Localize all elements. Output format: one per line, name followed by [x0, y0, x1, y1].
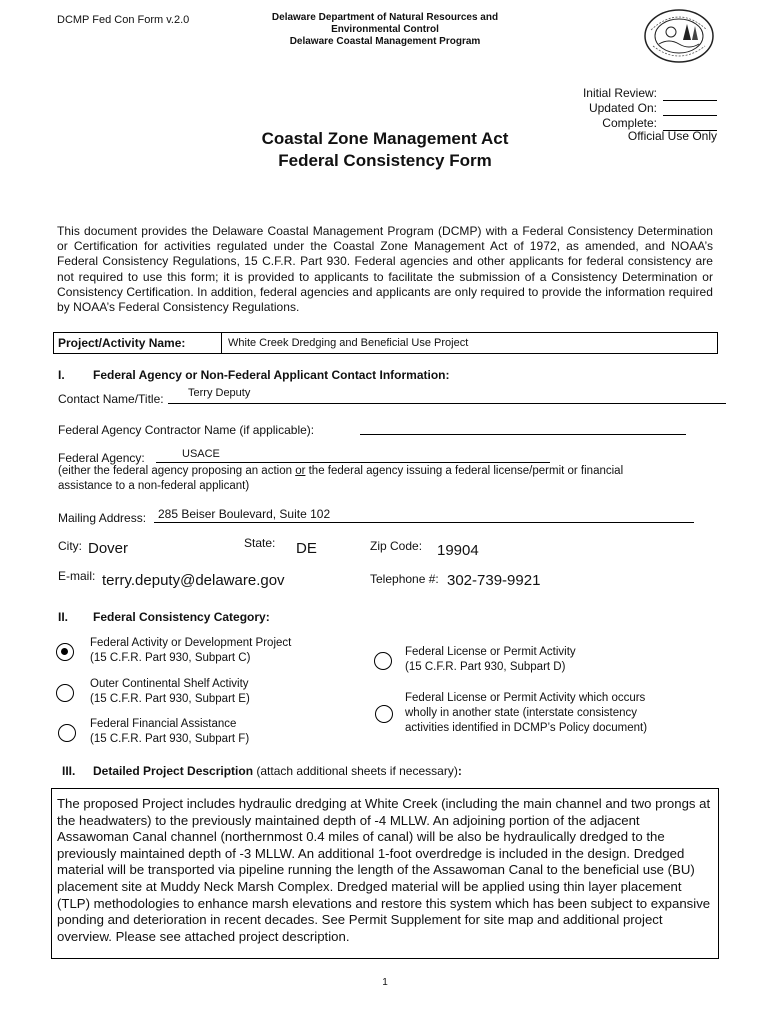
- mailing-address-field[interactable]: 285 Beiser Boulevard, Suite 102: [158, 507, 331, 521]
- intro-paragraph: This document provides the Delaware Coastal Management Program (DCMP) with a Federal Consistency Determination or Certification for activities regulated under the Coastal Zone Management Act of 1972, as amended, and NOAA’s Federal Consistency Regulations, 15 C.F.R. Part 930. Federal agencies and other applicants for federal consistency are not required to use this form; it is provided to applicants to facilitate the submission of a Consistency Determination or Consistency Certification. In addition, federal agencies and applicants are only required to provide the information required by NOAA’s Federal Consistency Regulations.: [57, 224, 713, 315]
- initial-review-line: [663, 88, 717, 101]
- agency-header: [190, 12, 580, 48]
- contractor-field-underline[interactable]: [360, 434, 686, 435]
- section-3-title-colon: :: [457, 764, 462, 778]
- contact-name-underline: [168, 403, 726, 404]
- zip-code-label: Zip Code:: [370, 539, 423, 553]
- section-3-title: [93, 764, 462, 778]
- project-description-field[interactable]: The proposed Project includes hydraulic dredging at White Creek (including the main channel and two prongs at the headwaters) to the previously maintained depth of -4 MLLW. An adjoining portion of the adjacent Assawoman Canal channel (northernmost 0.4 miles of canal) will be also be hydraulically dredged to the previously maintained depth of -3 MLLW. An additional 1-foot overdredge is included in the design. Dredged material will be transported via pipeline running the length of the Assawoman Canal to the beneficial use (BU) placement site at Muddy Neck Marsh Complex. Dredged material will be applied using thin layer placement (TLP) methodologies to enhance marsh elevations and restore this system which has been subject to expansive ponding and deterioration in recent decades. See Permit Supplement for site map and additional project overview. Please see attached project description.: [51, 788, 719, 959]
- section-3-title-rest: (attach additional sheets if necessary): [253, 764, 458, 778]
- option-interstate-line-3: activities identified in DCMP’s Policy document): [405, 722, 648, 734]
- project-name-field[interactable]: White Creek Dredging and Beneficial Use Project: [228, 337, 469, 349]
- agency-line-2: Environmental Control: [331, 24, 439, 35]
- option-federal-activity-line-1: Federal Activity or Development Project: [90, 637, 292, 649]
- option-interstate-line-1: Federal License or Permit Activity which occurs: [405, 692, 646, 704]
- agency-note-part-2: the federal agency issuing a federal license/permit or financial: [305, 465, 624, 477]
- agency-note-part-1: (either the federal agency proposing an action: [58, 465, 296, 477]
- section-3-number: III.: [62, 764, 76, 778]
- updated-on-label: Updated On:: [588, 101, 657, 115]
- form-version: DCMP Fed Con Form v.2.0: [57, 14, 190, 26]
- city-label: City:: [58, 539, 82, 553]
- option-interstate-line-2: wholly in another state (interstate consistency: [405, 707, 638, 719]
- section-2-title: Federal Consistency Category:: [93, 610, 270, 624]
- title-line-2: Federal Consistency Form: [278, 151, 492, 170]
- mailing-address-label: Mailing Address:: [58, 511, 147, 525]
- radio-outer-continental-shelf[interactable]: [56, 684, 74, 702]
- complete-label: Complete:: [602, 116, 657, 130]
- option-ffa-line-1: Federal Financial Assistance: [90, 718, 237, 730]
- federal-agency-note-line-2: assistance to a non-federal applicant): [58, 480, 250, 492]
- mailing-address-underline: [154, 522, 694, 523]
- title-line-1: Coastal Zone Management Act: [261, 129, 509, 148]
- section-3-title-bold: Detailed Project Description: [93, 764, 254, 778]
- option-ocs-line-1: Outer Continental Shelf Activity: [90, 678, 249, 690]
- agency-note-or: or: [295, 465, 306, 477]
- zip-code-field[interactable]: 19904: [437, 542, 479, 559]
- option-federal-activity-line-2: (15 C.F.R. Part 930, Subpart C): [90, 652, 251, 664]
- program-seal-logo: [643, 8, 715, 64]
- email-label: E-mail:: [58, 569, 96, 583]
- option-federal-activity: [90, 636, 291, 666]
- email-field[interactable]: terry.deputy@delaware.gov: [102, 572, 285, 589]
- official-use-label: Official Use Only: [627, 129, 717, 143]
- state-label: State:: [244, 536, 276, 550]
- option-federal-financial-assistance: [90, 717, 249, 747]
- federal-agency-label: Federal Agency:: [58, 451, 145, 465]
- form-title: [200, 128, 570, 172]
- option-outer-continental-shelf: [90, 677, 250, 707]
- option-flp-line-2: (15 C.F.R. Part 930, Subpart D): [405, 661, 566, 673]
- page-number: 1: [382, 977, 388, 988]
- section-1-number: I.: [58, 368, 65, 382]
- project-name-row: [53, 332, 718, 354]
- initial-review-label: Initial Review:: [582, 86, 657, 100]
- option-ocs-line-2: (15 C.F.R. Part 930, Subpart E): [90, 693, 250, 705]
- contractor-label: Federal Agency Contractor Name (if applicable):: [58, 423, 315, 437]
- contact-name-field[interactable]: Terry Deputy: [188, 387, 251, 399]
- radio-federal-license-permit[interactable]: [374, 652, 392, 670]
- federal-agency-note: [58, 465, 623, 477]
- federal-agency-underline: [156, 462, 550, 463]
- agency-line-1: Delaware Department of Natural Resources and: [271, 12, 499, 23]
- option-ffa-line-2: (15 C.F.R. Part 930, Subpart F): [90, 733, 250, 745]
- section-2-number: II.: [58, 610, 69, 624]
- agency-line-3: Delaware Coastal Management Program: [289, 36, 481, 47]
- state-field[interactable]: DE: [296, 540, 317, 557]
- option-federal-license-permit: [405, 645, 576, 675]
- telephone-label: Telephone #:: [370, 572, 439, 586]
- contact-name-label: Contact Name/Title:: [58, 392, 164, 406]
- federal-agency-field[interactable]: USACE: [182, 448, 220, 460]
- updated-on-line: [663, 103, 717, 116]
- option-interstate-license-permit: [405, 691, 647, 736]
- city-field[interactable]: Dover: [88, 540, 129, 557]
- project-name-label: Project/Activity Name:: [54, 333, 222, 353]
- radio-federal-financial-assistance[interactable]: [58, 724, 76, 742]
- radio-federal-activity[interactable]: [56, 643, 74, 661]
- telephone-field[interactable]: 302-739-9921: [447, 572, 541, 589]
- radio-interstate-license-permit[interactable]: [375, 705, 393, 723]
- option-flp-line-1: Federal License or Permit Activity: [405, 646, 576, 658]
- section-1-title: Federal Agency or Non-Federal Applicant Contact Information:: [93, 368, 450, 382]
